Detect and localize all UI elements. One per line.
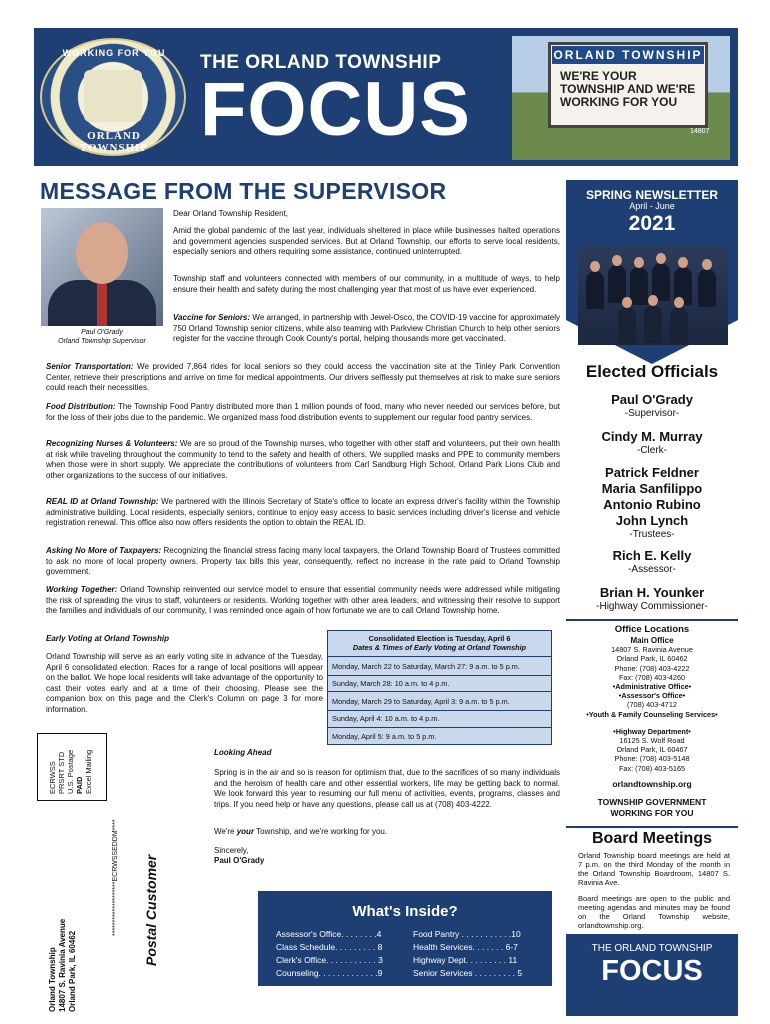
early-voting-title: Early Voting at Orland Township [46,634,169,643]
highway-dept-label: •Highway Department• [613,726,691,736]
supervisor-tie [97,284,107,326]
supervisor-head [76,222,128,284]
return-address [48,919,78,1012]
text-vaccine: We arranged, in partnership with Jewel-Osco, the COVID-19 vaccine for approximately 750 Orland Township senior citizens, while also teaming with Parkview Christian Church to help other seniors register for the vaccine through Cook County's portal, helping thousands more get vaccinated. [173,313,560,343]
official-supervisor [566,392,738,419]
official-role: -Supervisor- [624,408,680,419]
lead-transportation: Senior Transportation: [46,362,134,371]
main-office-label: Main Office [630,636,674,645]
board-meetings-title: Board Meetings [591,830,712,847]
caption-role: Orland Township Supervisor [58,338,146,345]
masthead-title: FOCUS [200,67,471,152]
official-name: Cindy M. Murray [601,429,703,444]
tagline-line: TOWNSHIP GOVERNMENT [597,797,707,807]
permit-line: ECRWSS [48,761,57,794]
seal-top-text: WORKING FOR YOU [62,48,166,58]
text-working: Orland Township reinvented our service model to ensure that essential community needs were addressed while mitigating the risk of spreading the virus to staff, volunteers or residents. Working together with other area leaders, and witnessing their resolve to support the families and individuals of our community, I was reminded once again of how fortunate we are to call Orland Township home. [46,585,560,615]
paragraph-taxpayers [46,546,560,578]
toc-item: Food Pantry . . . . . . . . . . .10 [413,929,521,939]
sign-header-text: ORLAND TOWNSHIP [553,48,703,62]
youth-services-label: •Youth & Family Counseling Services• [586,709,718,719]
signature: Paul O'Grady [214,856,265,865]
official-name: Rich E. Kelly [612,548,692,563]
paragraph-vaccine [173,313,560,345]
tagline [566,797,738,819]
footer-title: FOCUS [601,955,703,987]
paragraph-transportation [46,362,560,394]
message-title: MESSAGE FROM THE SUPERVISOR [40,178,447,204]
newsletter-year: 2021 [628,212,676,235]
highway-line: Fax: (708) 403-5165 [618,763,686,773]
official-role: -Assessor- [628,564,676,575]
whats-inside-title: What's Inside? [352,903,458,920]
election-divider [327,710,552,711]
sidebar-divider [566,826,738,828]
newsletter-months: April - June [629,201,675,211]
offices-title: Office Locations [614,624,690,635]
election-row: Monday, March 29 to Saturday, April 3: 9 a.m. to 5 p.m. [332,697,510,706]
sign-number: 14807 [690,128,710,135]
photo-caption [41,328,163,346]
website-link[interactable]: orlandtownship.org [612,779,692,789]
main-office-line: Orland Park, IL 60462 [616,654,688,664]
seal-emblem [84,70,142,122]
official-name: Antonio Rubino [603,497,701,512]
postal-customer: Postal Customer [143,854,159,966]
newsletter-title: SPRING NEWSLETTER [585,188,718,202]
official-name: John Lynch [615,513,689,528]
assessor-phone: (708) 403-4712 [627,700,677,710]
election-row: Monday, April 5: 9 a.m. to 5 p.m. [332,732,437,741]
footer-subtitle: THE ORLAND TOWNSHIP [591,943,713,954]
toc-item: Assessor's Office. . . . . . . .4 [276,929,382,939]
official-name: Maria Sanfilippo [601,481,703,496]
permit-line: U.S. Postage [66,749,75,794]
working-post: Township, and we're working for you. [254,827,388,836]
caption-name: Paul O'Grady [81,329,123,336]
admin-office-label: •Administrative Office• [612,682,692,692]
lead-vaccine: Vaccine for Seniors: [173,313,251,322]
highway-line: Phone: (708) 403-5148 [614,754,690,764]
paragraph-realid [46,497,560,529]
election-subheading: Dates & Times of Early Voting at Orland Township [352,643,527,652]
official-role: -Trustees- [629,529,675,540]
tagline-line: WORKING FOR YOU [610,808,694,818]
official-clerk [566,429,738,456]
masthead-subtitle: THE ORLAND TOWNSHIP [200,52,442,73]
signoff: Sincerely, [214,846,249,855]
election-divider [327,656,552,657]
paragraph-food [46,402,560,423]
permit-line: PAID [75,776,84,794]
toc-item: Counseling. . . . . . . . . . . . .9 [276,968,383,978]
election-row: Monday, March 22 to Saturday, March 27: 9 a.m. to 5 p.m. [332,662,520,671]
official-assessor [566,548,738,575]
text-taxpayers: Recognizing the financial stress facing many local taxpayers, the Orland Township Board of Trustees committed to ask no more of local property owners. Property tax bills this year, consequently, reflect no increase in the rate paid to Orland Township government. [46,546,560,576]
lead-taxpayers: Asking No More of Taxpayers: [46,546,162,555]
election-divider [327,727,552,728]
official-role: -Clerk- [637,445,667,456]
election-header [327,634,552,652]
board-meetings-schedule: Orland Township board meetings are held at 7 p.m. on the third Monday of the month in the Orland Township Boardroom, 14807 S. Ravinia Ave. [578,851,730,887]
lead-realid: REAL ID at Orland Township: [46,497,159,506]
election-divider [327,691,552,692]
seal-bottom-text: ORLAND TOWNSHIP [79,130,149,154]
main-office-line: Phone: (708) 403-4222 [614,663,690,673]
return-line: Orland Park, IL 60462 [68,930,77,1012]
sidebar-divider [566,619,738,621]
return-line: 14807 S. Ravinia Avenue [58,918,67,1012]
text-food: The Township Food Pantry distributed more than 1 million pounds of food, many who never needed our services before, but for the loss of their jobs due to the pandemic. We organized mass food distribution events to supplement our regular food pantry services. [46,402,560,422]
official-name: Patrick Feldner [605,465,699,480]
looking-ahead-text: Spring is in the air and so is reason for optimism that, due to the sacrifices of so many individuals and the heroism of health care and other essential workers, life may be getting back to normal. We look forward this year to resuming our full menu of activities, events, programs, classes and trips. If you need help or have any questions, please call us at (708) 403-4222. [214,768,560,809]
official-trustees [566,465,738,540]
toc-item: Highway Dept. . . . . . . . . 11 [413,955,518,965]
election-row: Sunday, April 4: 10 a.m. to 4 p.m. [332,714,440,723]
ecrwss-line: ********************ECRWSSEDDM**** [112,819,119,936]
official-name: Brian H. Younker [599,585,705,600]
toc-item: Senior Services . . . . . . . . . 5 [413,968,523,978]
official-highway [566,585,738,612]
board-meetings-public: Board meetings are open to the public and meeting agendas and minutes may be found on the Orland Township website, orlandtownship.org. [578,894,730,930]
highway-line: Orland Park, IL 60467 [616,745,688,755]
election-divider [327,675,552,676]
early-voting-text: Orland Township will serve as an early voting site in advance of the Tuesday, April 6 consolidated election. Races for a range of local positions will appear on the ballot. We hope local residents will take advantage of the opportunity to cast their votes early and at a time of their choosing. Please see the companion box on this page and the Clerk's Column on page 3 for more information. [46,652,323,714]
toc-item: Clerk's Office. . . . . . . . . . . 3 [276,955,383,965]
main-office-line: Fax: (708) 403-4260 [618,672,686,682]
assessor-office-label: •Assessor's Office• [618,691,686,701]
lead-nurses: Recognizing Nurses & Volunteers: [46,439,178,448]
text-realid: We partnered with the Illinois Secretary of State's office to locate an express driver's facility within the Township administrative building. Local residents, especially seniors, continue to enjoy easy access to basic services including driver's license and vehicle registration renewal. This office also now offers residents the option to obtain the REAL ID. [46,497,560,527]
text-nurses: We are so proud of the Township nurses, who together with other staff and volunteers, put their own health at risk while traveling throughout the community to tend to the safety and health of others. We supplied masks and PPE to community members when those were in short supply. We appreciate the contributions of volunteers from Carl Sandburg High School, Orland Park Lions Club and other organizations to the success of our initiatives. [46,439,560,480]
postage-permit-text [48,750,93,794]
looking-ahead-title: Looking Ahead [214,748,272,757]
lead-working: Working Together: [46,585,118,594]
official-name: Paul O'Grady [611,392,693,407]
main-office-line: 14807 S. Ravinia Avenue [611,645,693,655]
toc-item: Health Services. . . . . . . 6-7 [413,942,518,952]
lead-food: Food Distribution: [46,402,116,411]
sign-message-text: WE'RE YOUR TOWNSHIP AND WE'RE WORKING FOR YOU [560,69,696,109]
greeting: Dear Orland Township Resident, [173,209,289,218]
election-row: Sunday, March 28: 10 a.m. to 4 p.m. [332,679,450,688]
board-group-photo [578,245,728,345]
paragraph-nurses [46,439,560,481]
return-line: Orland Township [48,947,57,1012]
text-transportation: We provided 7,864 rides for local seniors so they could access the vaccination site at the Tinley Park Convention Center, retrieve their prescriptions and arrive on time for medical appointments. Our drivers selflessly put themselves at risk to make sure seniors could reach their necessities. [46,362,560,392]
toc-item: Class Schedule. . . . . . . . . 8 [276,942,383,952]
permit-line: PRSRT STD [57,751,66,794]
working-em: your [236,827,255,836]
official-role: -Highway Commissioner- [596,601,708,612]
office-locations [566,624,738,773]
election-heading: Consolidated Election is Tuesday, April 6 [368,634,511,643]
working-pre: We're [214,827,237,836]
paragraph-pandemic: Amid the global pandemic of the last year, individuals sheltered in place while businesses halted operations and government agencies suspended services. But at Orland Township, our efforts to serve local residents, especially seniors and others requiring some assistance, continued uninterrupted. [173,226,560,256]
paragraph-staff: Township staff and volunteers connected with members of our community, in a multitude of ways, to help ensure their health and safety during the most challenging year that most of us have ever experienced. [173,274,560,294]
highway-line: 16125 S. Wolf Road [619,736,685,746]
permit-line: Excel Mailing [84,749,93,794]
paragraph-working [46,585,560,617]
working-for-you-line [214,827,560,838]
elected-officials-title: Elected Officials [585,362,719,381]
